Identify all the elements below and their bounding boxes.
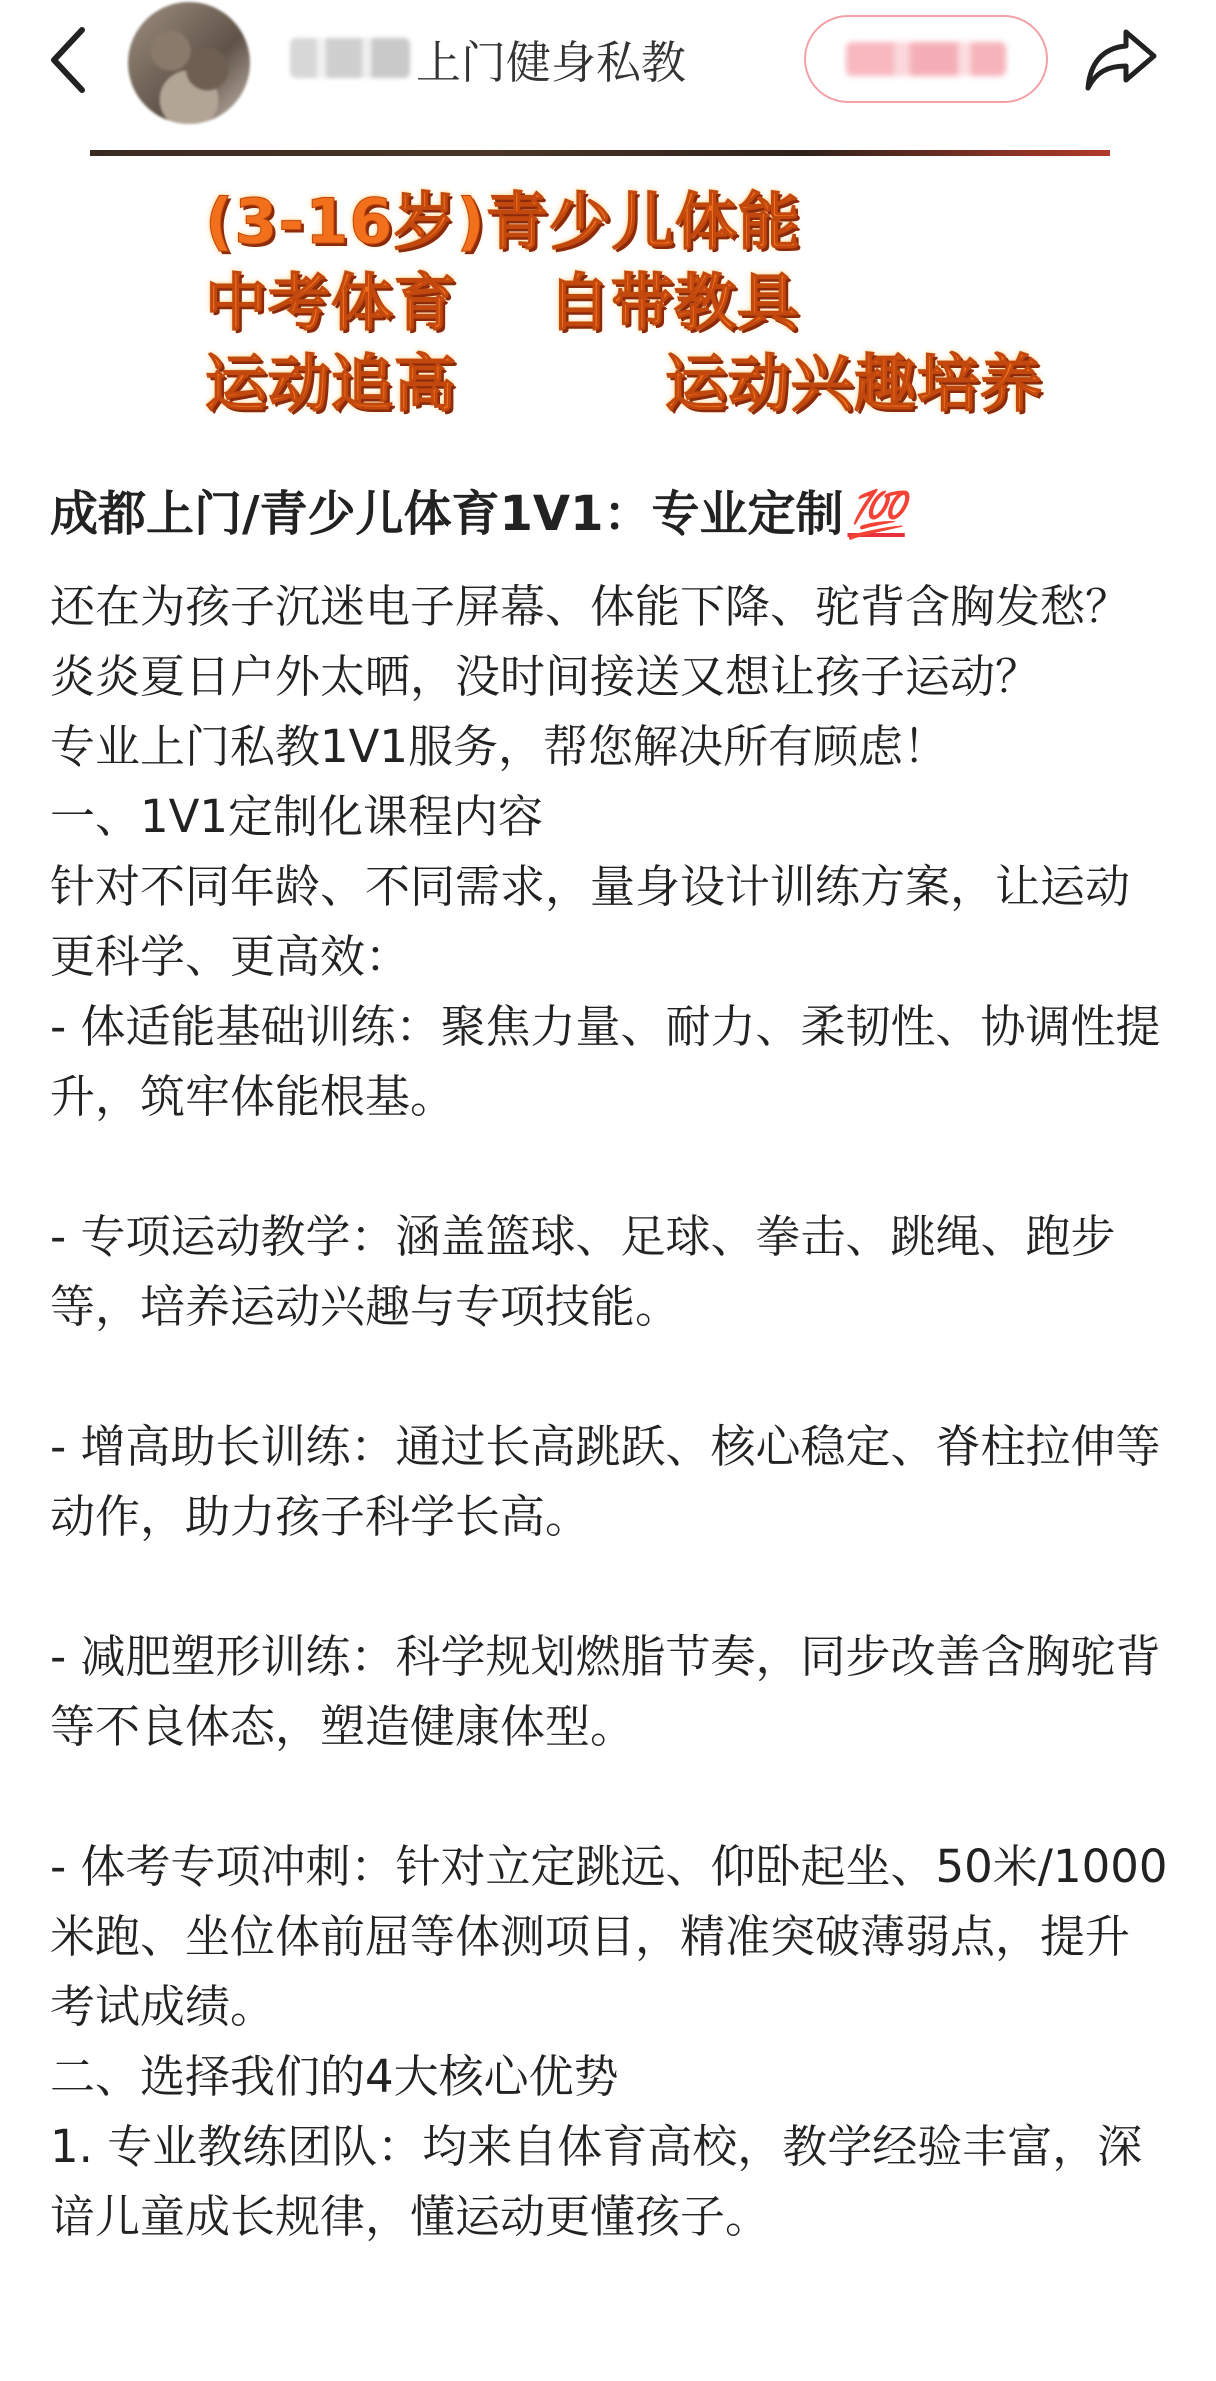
blank-line (50, 1552, 1170, 1622)
banner-line-equipment: 自带教具 (548, 266, 801, 339)
image-top-edge (90, 150, 1110, 156)
banner-line-exam: 中考体育 (205, 266, 458, 339)
list-item-sports: - 专项运动教学：涵盖篮球、足球、拳击、跳绳、跑步等，培养运动兴趣与专项技能。 (50, 1210, 1116, 1333)
paragraph-5: 针对不同年龄、不同需求，量身设计训练方案，让运动更科学、更高效： (50, 860, 1131, 983)
hundred-points-icon: 💯 (847, 487, 905, 541)
post-image-banner[interactable] (0, 150, 1216, 420)
section-heading-1: 一、1V1定制化课程内容 (50, 790, 544, 843)
post-title-text: 成都上门/青少儿体育1V1：专业定制 (50, 486, 844, 542)
author-name-text: 上门健身私教 (416, 35, 687, 89)
section-heading-2: 二、选择我们的4大核心优势 (50, 2050, 619, 2103)
list-item-shaping: - 减肥塑形训练：科学规划燃脂节奏，同步改善含胸驼背等不良体态，塑造健康体型。 (50, 1630, 1161, 1753)
post-content (50, 478, 1170, 2252)
list-item-growth: - 增高助长训练：通过长高跳跃、核心稳定、脊柱拉伸等动作，助力孩子科学长高。 (50, 1420, 1161, 1543)
share-arrow-icon (1082, 24, 1162, 96)
author-name[interactable] (290, 26, 686, 90)
top-bar (0, 0, 1216, 152)
banner-line-age: (3-16岁)青少儿体能 (205, 185, 801, 258)
blank-line (50, 1132, 1170, 1202)
paragraph-2: 炎炎夏日户外太晒，没时间接送又想让孩子运动？ (50, 650, 1041, 703)
list-item-exam: - 体考专项冲刺：针对立定跳远、仰卧起坐、50米/1000米跑、坐位体前屈等体测项目，精准突破薄弱点，提升考试成绩。 (50, 1840, 1168, 2033)
post-title (50, 478, 1170, 552)
banner-line-height: 运动追高 (205, 347, 458, 420)
paragraph-1: 还在为孩子沉迷电子屏幕、体能下降、驼背含胸发愁？ (50, 580, 1131, 633)
back-button[interactable] (40, 22, 100, 98)
share-button[interactable] (1082, 24, 1162, 96)
blank-line (50, 1342, 1170, 1412)
follow-button[interactable] (804, 15, 1048, 103)
list-item-fitness: - 体适能基础训练：聚焦力量、耐力、柔韧性、协调性提升，筑牢体能根基。 (50, 1000, 1161, 1123)
blank-line (50, 1762, 1170, 1832)
advantage-item-1: 1. 专业教练团队：均来自体育高校，教学经验丰富，深谙儿童成长规律，懂运动更懂孩子。 (50, 2120, 1143, 2243)
chevron-left-icon (40, 22, 100, 98)
paragraph-3: 专业上门私教1V1服务，帮您解决所有顾虑！ (50, 720, 949, 773)
blurred-name-prefix (290, 38, 410, 78)
author-avatar[interactable] (128, 2, 250, 124)
banner-line-interest: 运动兴趣培养 (665, 347, 1044, 420)
